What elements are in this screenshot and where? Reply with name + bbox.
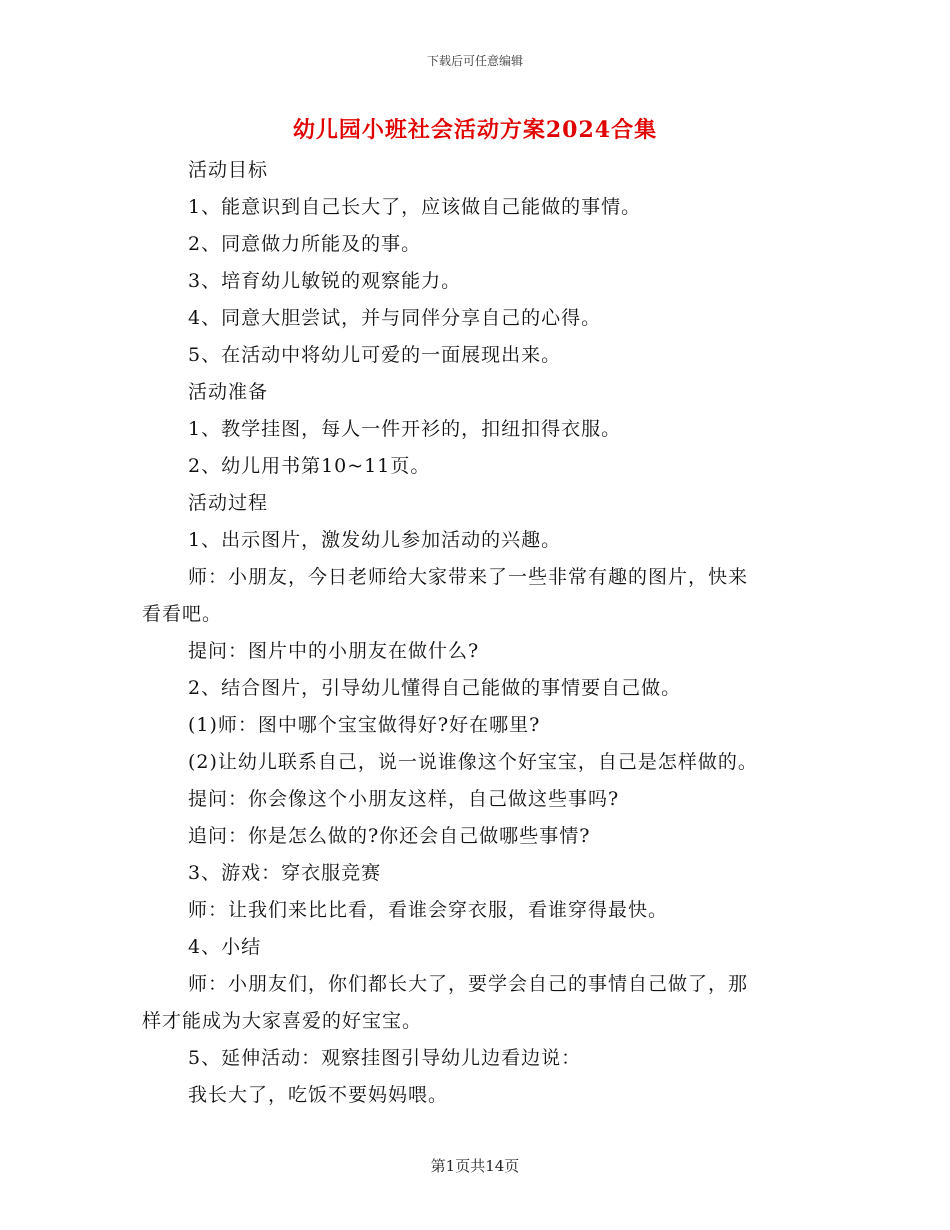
document-title: 幼儿园小班社会活动方案2024合集 — [292, 117, 658, 143]
section-heading: 活动准备 — [188, 381, 269, 403]
paragraph: 1、能意识到自己长大了，应该做自己能做的事情。 — [188, 196, 642, 218]
paragraph: 师：小朋友，今日老师给大家带来了一些非常有趣的图片，快来 — [188, 566, 749, 588]
section-heading: 活动过程 — [188, 492, 269, 514]
paragraph: 我长大了，吃饭不要妈妈喂。 — [188, 1084, 449, 1106]
paragraph: 5、延伸活动：观察挂图引导幼儿边看边说： — [188, 1047, 582, 1069]
paragraph-continuation: 看看吧。 — [142, 603, 223, 625]
paragraph-continuation: 样才能成为大家喜爱的好宝宝。 — [142, 1010, 423, 1032]
header-note: 下载后可任意编辑 — [426, 54, 523, 68]
paragraph: 1、教学挂图，每人一件开衫的，扣纽扣得衣服。 — [188, 418, 622, 440]
paragraph: 师：小朋友们，你们都长大了，要学会自己的事情自己做了，那 — [188, 973, 749, 995]
paragraph: 2、幼儿用书第10~11页。 — [188, 455, 431, 477]
section-heading: 活动目标 — [188, 159, 269, 181]
paragraph: 师：让我们来比比看，看谁会穿衣服，看谁穿得最快。 — [188, 899, 669, 921]
paragraph: 追问：你是怎么做的?你还会自己做哪些事情? — [188, 825, 591, 847]
paragraph: 提问：图片中的小朋友在做什么? — [188, 640, 480, 662]
paragraph: 2、同意做力所能及的事。 — [188, 233, 422, 255]
paragraph: 5、在活动中将幼儿可爱的一面展现出来。 — [188, 344, 562, 366]
paragraph: (2)让幼儿联系自己，说一说谁像这个好宝宝，自己是怎样做的。 — [188, 751, 758, 773]
paragraph: 1、出示图片，激发幼儿参加活动的兴趣。 — [188, 529, 562, 551]
paragraph: 4、小结 — [188, 936, 262, 958]
paragraph: 2、结合图片，引导幼儿懂得自己能做的事情要自己做。 — [188, 677, 682, 699]
page-number: 第1页共14页 — [430, 1157, 520, 1175]
paragraph: 3、培育幼儿敏锐的观察能力。 — [188, 270, 462, 292]
paragraph: 3、游戏：穿衣服竞赛 — [188, 862, 382, 884]
paragraph: 提问：你会像这个小朋友这样，自己做这些事吗? — [188, 788, 620, 810]
paragraph: 4、同意大胆尝试，并与同伴分享自己的心得。 — [188, 307, 602, 329]
paragraph: (1)师：图中哪个宝宝做得好?好在哪里? — [188, 714, 541, 736]
